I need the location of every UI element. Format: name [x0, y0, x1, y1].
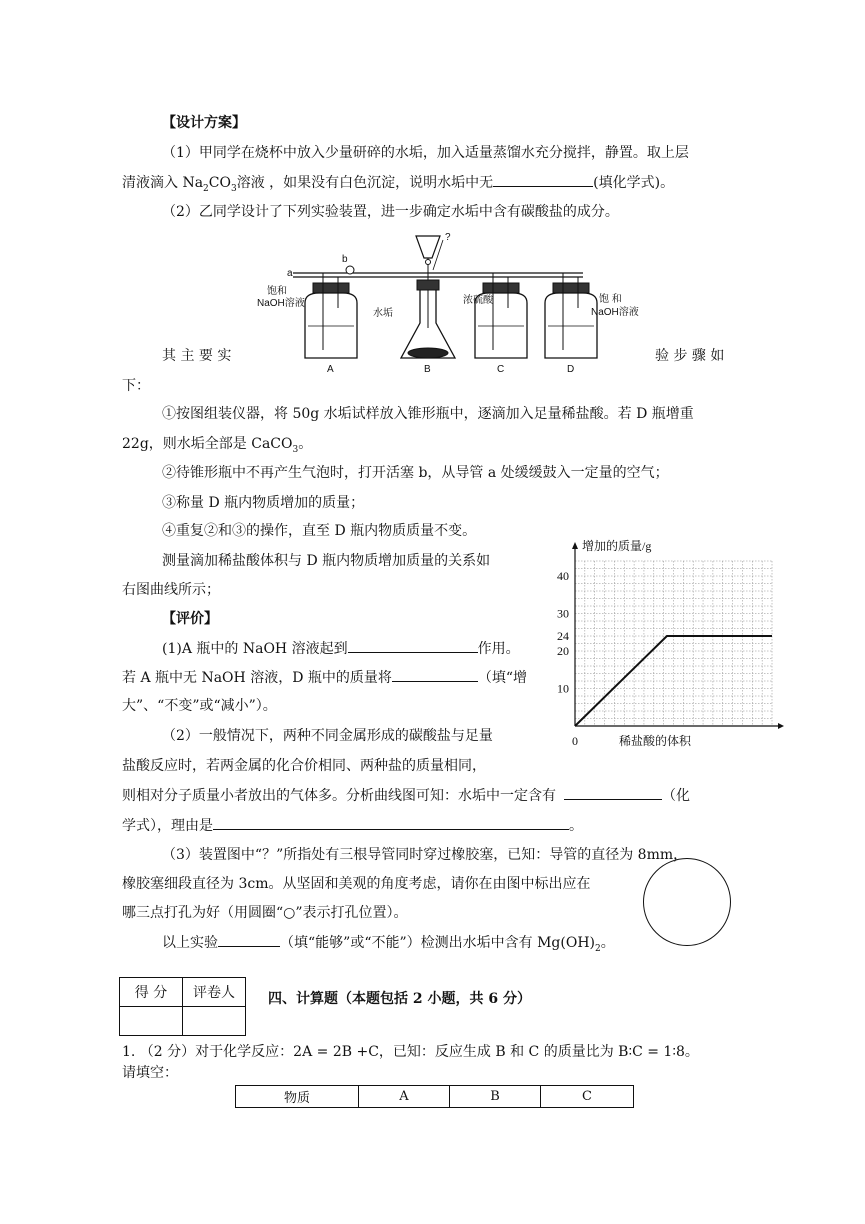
- label-bottle-a: A: [327, 364, 334, 375]
- grader-header: 评卷人: [183, 978, 246, 1007]
- step-1a: ①按图组装仪器，将 50g 水垢试样放入锥形瓶中，逐滴加入足量稀盐酸。若 D 瓶增重: [162, 406, 694, 422]
- eval-1b: [122, 667, 527, 688]
- mass-volume-graph: [545, 540, 785, 750]
- label-scale: 水垢: [373, 308, 393, 319]
- chart-grid: [575, 561, 772, 726]
- paragraph-1b-text2: CO: [208, 175, 231, 191]
- label-a: a: [287, 268, 293, 279]
- label-a-sol: 饱和: [267, 286, 287, 297]
- section-4-title: 四、计算题（本题包括 2 小题，共 6 分）: [268, 991, 531, 1007]
- y-axis-label: 增加的质量/g: [582, 539, 652, 553]
- table-header-cell: 物质: [236, 1086, 359, 1108]
- paragraph-1a: （1）甲同学在烧杯中放入少量研碎的水垢，加入适量蒸馏水充分搅拌，静置。取上层: [162, 145, 689, 161]
- paragraph-1b-text: 清液滴入 Na: [122, 175, 204, 191]
- bottle-d: [545, 293, 597, 358]
- table-header-cell: B: [450, 1086, 541, 1108]
- paragraph-1b: [122, 172, 674, 199]
- y-axis-arrow: [572, 542, 578, 549]
- subscript: 3: [230, 183, 237, 194]
- stopper-c: [483, 283, 519, 293]
- eval-3a: （3）装置图中“？”所指处有三根导管同时穿过橡胶塞，已知：导管的直径为 8mm，: [162, 847, 688, 863]
- section-eval-heading: 【评价】: [162, 611, 218, 627]
- scale-solid: [408, 348, 448, 358]
- measure-line-1: 测量滴加稀盐酸体积与 D 瓶内物质增加质量的关系如: [162, 553, 491, 569]
- eval-3c: 哪三点打孔为好（用圆圈“○”表示打孔位置）。: [122, 905, 408, 921]
- step-4: ④重复②和③的操作，直至 D 瓶内物质质量不变。: [162, 523, 477, 539]
- label-question: ?: [445, 232, 451, 243]
- y-tick-labels: [557, 569, 569, 696]
- label-bottle-d: D: [567, 364, 575, 375]
- label-d-sol2: NaOH溶液: [591, 307, 639, 318]
- origin-label: 0: [572, 734, 578, 748]
- steps-intro-left: 其 主 要 实: [162, 348, 232, 364]
- y-tick-label: 40: [557, 569, 569, 583]
- eval-4-text: 以上实验: [162, 935, 218, 951]
- score-header: 得 分: [120, 978, 183, 1007]
- stopper-a: [313, 283, 349, 293]
- step-2: ②待锥形瓶中不再产生气泡时，打开活塞 b，从导管 a 处缓缓鼓入一定量的空气；: [162, 465, 669, 481]
- eval-1a-end: 作用。: [477, 641, 520, 657]
- step-3: ③称量 D 瓶内物质增加的质量；: [162, 495, 365, 511]
- stopper-b: [417, 280, 439, 290]
- bottle-a: [305, 293, 357, 358]
- eval-2d-text: 学式），理由是: [122, 818, 213, 834]
- question-1a: 1. （2 分）对于化学反应：2A = 2B +C，已知：反应生成 B 和 C 的质量比为 B∶C = 1∶8。: [122, 1044, 699, 1060]
- score-cell[interactable]: [120, 1007, 183, 1036]
- x-axis-label: 稀盐酸的体积: [619, 734, 692, 748]
- stopper-d: [553, 283, 589, 293]
- steps-intro-right: 验 步 骤 如: [655, 348, 725, 364]
- eval-4-end: （填“能够”或“不能”）检测出水垢中含有 Mg(OH): [280, 935, 595, 951]
- paragraph-1b-text3: 溶液 ，如果没有白色沉淀，说明水垢中无: [236, 175, 494, 191]
- answer-blank[interactable]: [392, 667, 478, 682]
- eval-1a-text: (1)A 瓶中的 NaOH 溶液起到: [162, 641, 348, 657]
- subscript: 2: [595, 943, 601, 954]
- subscript: 3: [292, 444, 299, 455]
- eval-1a: [162, 638, 520, 659]
- y-tick-label: 24: [557, 629, 569, 643]
- eval-4: [162, 932, 615, 959]
- label-a-sol2: NaOH溶液: [257, 298, 305, 309]
- eval-2c-text: 则相对分子质量小者放出的气体多。分析曲线图可知：水垢中一定含有: [122, 788, 556, 804]
- answer-blank[interactable]: [218, 932, 280, 947]
- paragraph-1b-end: (填化学式)。: [593, 175, 675, 191]
- question-1b: 请填空：: [122, 1065, 178, 1081]
- eval-4-final: 。: [600, 935, 615, 951]
- eval-2b: 盐酸反应时，若两金属的化合价相同、两种盐的质量相同，: [122, 758, 486, 774]
- answer-blank[interactable]: [348, 638, 478, 653]
- step-1b-end: 。: [298, 436, 313, 452]
- stopcock-b: [346, 266, 354, 274]
- x-axis-arrow: [778, 723, 784, 729]
- measure-line-2: 右图曲线所示；: [122, 582, 220, 598]
- y-tick-label: 20: [557, 644, 569, 658]
- eval-1c: 大”、“不变”或“减小”）。: [122, 698, 277, 714]
- paragraph-2: （2）乙同学设计了下列实验装置，进一步确定水垢中含有碳酸盐的成分。: [162, 204, 619, 220]
- table-header-cell: C: [541, 1086, 634, 1108]
- table-row: [236, 1086, 634, 1108]
- table-header-cell: A: [359, 1086, 450, 1108]
- label-bottle-c: C: [497, 364, 505, 375]
- y-tick-label: 10: [557, 681, 569, 696]
- section-design-heading: 【设计方案】: [162, 115, 246, 131]
- y-tick-label: 30: [557, 606, 569, 621]
- eval-2d: [122, 815, 583, 836]
- score-table: [119, 977, 246, 1036]
- mass-table: [235, 1085, 634, 1108]
- steps-intro-end: 下：: [122, 378, 150, 394]
- subscript: 2: [203, 183, 209, 194]
- eval-2d-end: 。: [569, 818, 583, 834]
- step-1b-text: 22g，则水垢全部是 CaCO: [122, 436, 293, 452]
- label-b: b: [342, 254, 348, 265]
- eval-2c-end: （化: [662, 788, 690, 804]
- answer-blank[interactable]: [213, 815, 569, 830]
- rubber-stopper-circle[interactable]: [643, 858, 731, 946]
- apparatus-diagram: [253, 228, 639, 378]
- answer-blank[interactable]: [564, 785, 662, 800]
- separatory-funnel: [416, 236, 440, 258]
- label-c-sol: 浓硫酸: [463, 295, 493, 306]
- eval-2a: （2）一般情况下，两种不同金属形成的碳酸盐与足量: [162, 728, 493, 744]
- label-flask-b: B: [424, 364, 431, 375]
- eval-3b: 橡胶塞细段直径为 3cm。从坚固和美观的角度考虑，请你在由图中标出应在: [122, 876, 591, 892]
- eval-2c: [122, 785, 690, 806]
- eval-1b-text: 若 A 瓶中无 NaOH 溶液，D 瓶中的质量将: [122, 670, 392, 686]
- label-d-sol: 饱 和: [599, 294, 622, 305]
- step-1b: [122, 434, 312, 460]
- grader-cell[interactable]: [183, 1007, 246, 1036]
- eval-1b-end: （填“增: [477, 670, 528, 686]
- answer-blank[interactable]: [493, 172, 593, 187]
